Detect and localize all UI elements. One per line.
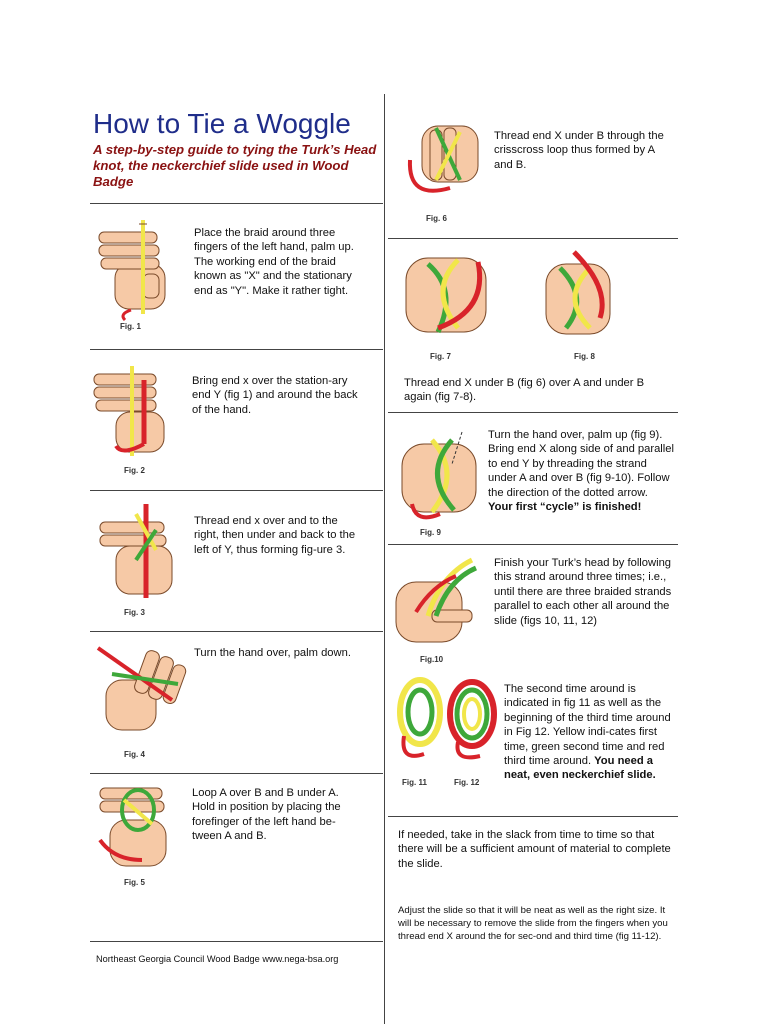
figure-caption: Fig.10 xyxy=(420,655,444,664)
page-subtitle: A step-by-step guide to tying the Turk’s Head knot, the neckerchief slide used in Wood Badge xyxy=(93,142,377,189)
figure-caption: Fig. 3 xyxy=(124,608,145,617)
step-4-text: Turn the hand over, palm down. xyxy=(194,647,351,659)
step-2-text: Bring end x over the station-ary end Y (fig 1) and around the back of the hand. xyxy=(192,375,358,416)
step-9-emphasis: Your first “cycle” is finished! xyxy=(488,501,642,514)
page-title: How to Tie a Woggle xyxy=(93,108,351,139)
figure-caption: Fig. 2 xyxy=(124,466,145,475)
step-6-text: Thread end X under B through the crisscross loop thus formed by A and B. xyxy=(494,130,664,171)
note-slack: If needed, take in the slack from time to time so that there will be a sufficient amount of material to complete the slide. xyxy=(398,829,671,870)
divider xyxy=(90,941,383,942)
divider xyxy=(388,544,678,545)
step-11-12-text xyxy=(504,682,674,783)
divider xyxy=(388,238,678,239)
fig-8-illustration xyxy=(540,248,616,346)
divider xyxy=(90,631,383,632)
fig-11-illustration xyxy=(394,676,444,772)
divider xyxy=(90,773,383,774)
step-10-text: Finish your Turk’s head by following this strand around three times; i.e., until there are three braided strands parallel to each other all around the slide (figs 10, 11, 12) xyxy=(494,557,672,627)
fig-2-illustration xyxy=(92,360,187,468)
step-9-body: Turn the hand over, palm up (fig 9). Bring end X along side of and parallel to end Y by threading the strand under A and over B (fig 9-10). Follow the direction of the dotted arrow. xyxy=(488,429,674,499)
step-9-text xyxy=(488,428,674,514)
hand-illustration xyxy=(94,374,164,452)
divider xyxy=(90,490,383,491)
figure-caption: Fig. 6 xyxy=(426,214,447,223)
figure-caption: Fig. 9 xyxy=(420,528,441,537)
figure-caption: Fig. 12 xyxy=(454,778,480,787)
divider xyxy=(388,816,678,817)
divider xyxy=(90,349,383,350)
figure-caption: Fig. 7 xyxy=(430,352,451,361)
fig-1-illustration xyxy=(95,214,190,322)
step-11-12-emphasis: You need a neat, even neckerchief slide. xyxy=(504,755,656,782)
fig-3-illustration xyxy=(96,500,191,608)
column-divider xyxy=(384,94,385,1024)
step-11-12-body: The second time around is indicated in fig 11 as well as the beginning of the third time around in Fig 12. Yellow indi-cates first time, green second time and red third time around. xyxy=(504,683,671,768)
divider xyxy=(90,203,383,204)
footer: Northeast Georgia Council Wood Badge www.nega-bsa.org xyxy=(96,954,339,964)
figure-caption: Fig. 5 xyxy=(124,878,145,887)
divider xyxy=(388,412,678,413)
step-3-text: Thread end x over and to the right, then under and back to the left of Y, thus forming fig-ure 3. xyxy=(194,515,356,556)
fig-4-illustration xyxy=(92,640,192,745)
step-1-text: Place the braid around three fingers of the left hand, palm up. The working end of the braid known as "X" and the stationary end as "Y". Make it rather tight. xyxy=(194,227,354,297)
fig-9-illustration xyxy=(392,424,484,528)
fig-12-illustration xyxy=(444,676,500,772)
figure-caption: Fig. 8 xyxy=(574,352,595,361)
figure-caption: Fig. 4 xyxy=(124,750,145,759)
fig-5-illustration xyxy=(94,780,189,880)
note-adjust: Adjust the slide so that it will be neat as well as the right size. It will be necessary to remove the slide from the fingers when you thread end X around the for sec-ond and third time (fig 11-12). xyxy=(398,905,668,942)
step-5-text: Loop A over B and B under A. Hold in position by placing the forefinger of the left hand be-tween A and B. xyxy=(192,787,341,843)
fig-7-illustration xyxy=(398,250,494,348)
fig-10-illustration xyxy=(392,556,488,656)
figure-caption: Fig. 11 xyxy=(402,778,427,787)
fig-6-illustration xyxy=(400,120,485,215)
hand-illustration xyxy=(99,232,165,309)
figure-caption: Fig. 1 xyxy=(120,322,141,331)
step-7-8-text: Thread end X under B (fig 6) over A and under B again (fig 7-8). xyxy=(404,377,645,404)
